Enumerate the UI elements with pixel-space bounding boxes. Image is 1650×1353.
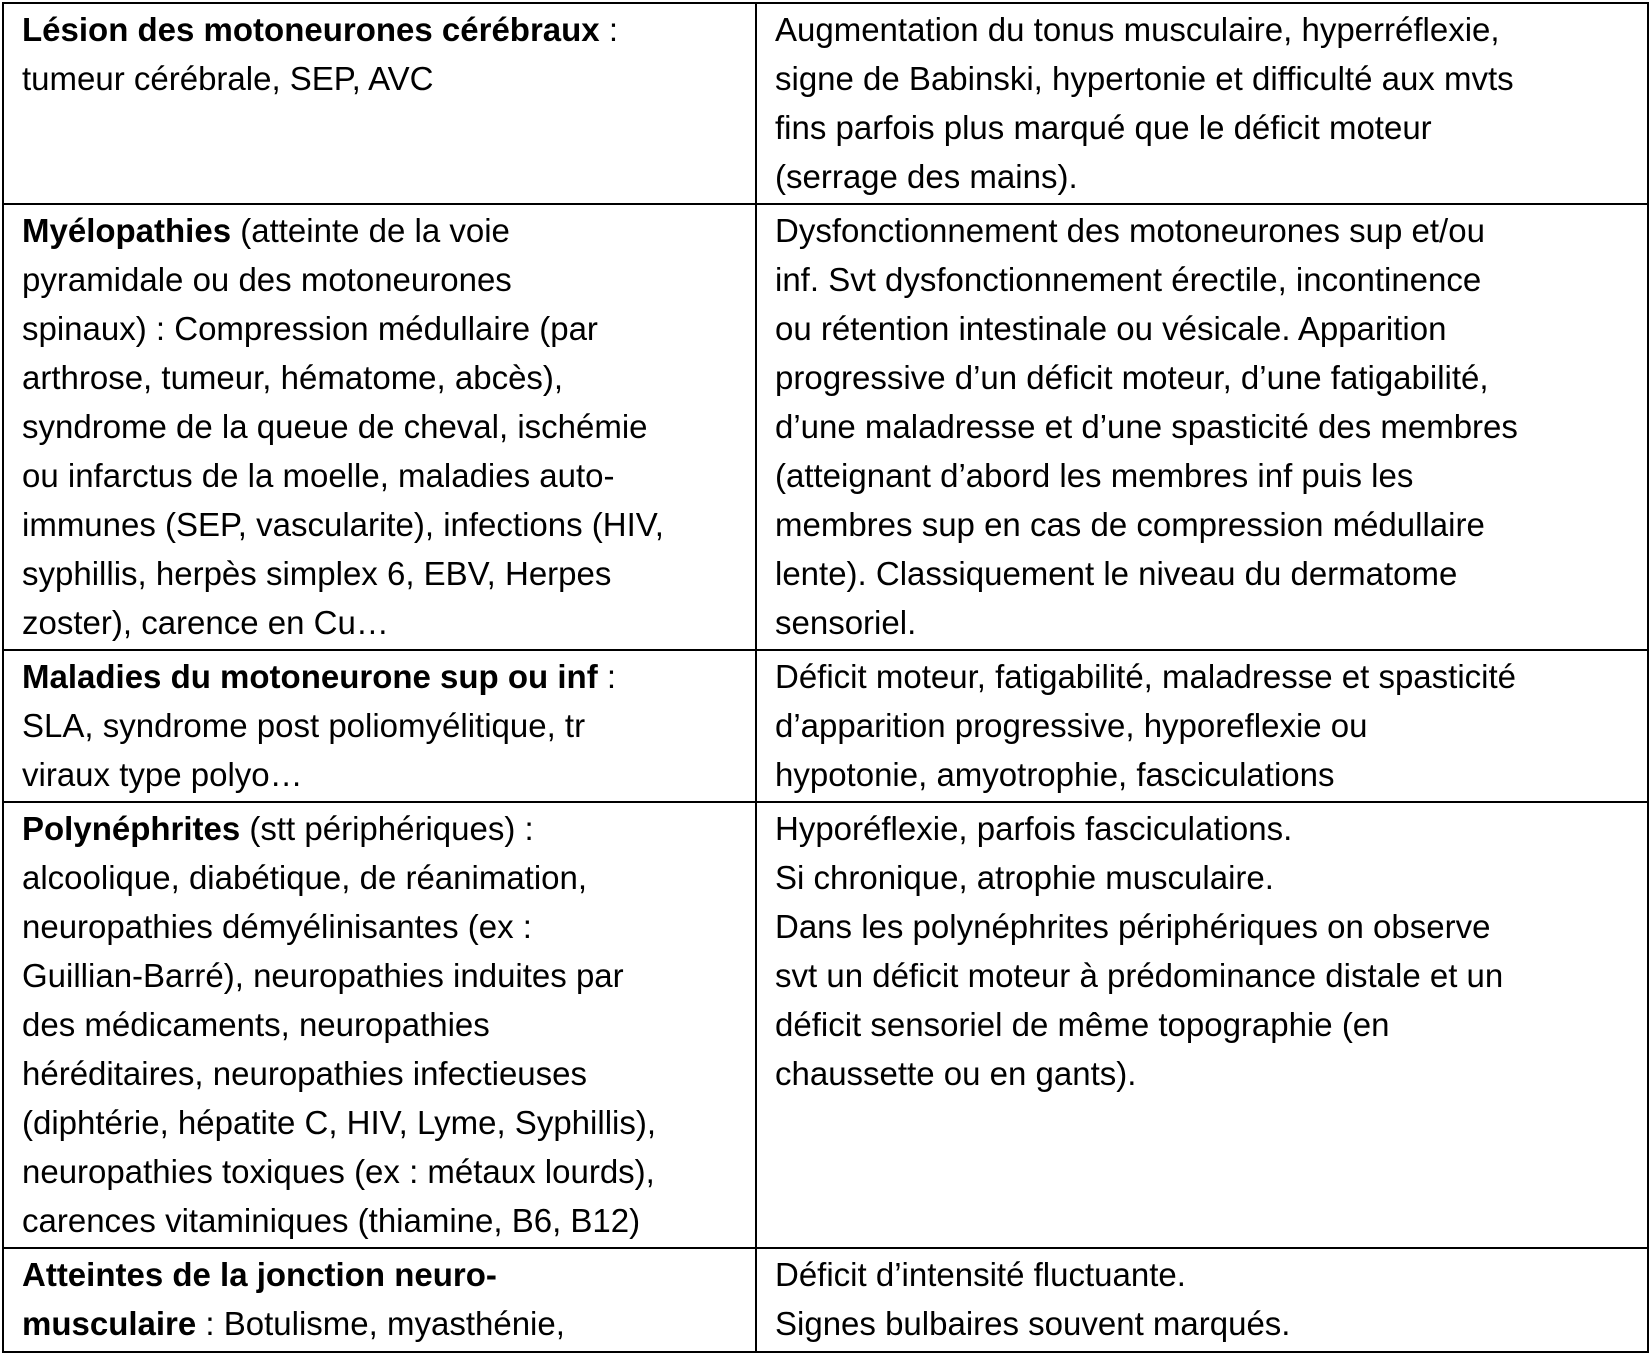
condition-text-line: (diphtérie, hépatite C, HIV, Lyme, Syphillis), (22, 1104, 657, 1141)
condition-text-line: viraux type polyo… (22, 756, 303, 793)
condition-text-line: Guillian-Barré), neuropathies induites par (22, 957, 624, 994)
condition-heading-line (22, 5, 739, 54)
condition-text-line: spinaux) : Compression médullaire (par (22, 310, 598, 347)
signs-text-line: Déficit moteur, fatigabilité, maladresse et spasticité (775, 658, 1517, 695)
table-row (3, 1248, 1648, 1352)
signs-cell (756, 802, 1648, 1248)
signs-text-line: déficit sensoriel de même topographie (en (775, 1006, 1390, 1043)
signs-text-line: d’apparition progressive, hyporeflexie ou (775, 707, 1368, 744)
signs-text-line: Signes bulbaires souvent marqués. (775, 1305, 1291, 1342)
signs-cell (756, 204, 1648, 650)
table-row (3, 3, 1648, 204)
condition-title: Polynéphrites (22, 810, 241, 847)
signs-text-line: Dans les polynéphrites périphériques on observe (775, 908, 1491, 945)
condition-cell (3, 3, 756, 204)
condition-heading-line (22, 206, 739, 255)
condition-text-line: SLA, syndrome post poliomyélitique, tr (22, 707, 586, 744)
table-row (3, 204, 1648, 650)
signs-text-line: hypotonie, amyotrophie, fasciculations (775, 756, 1335, 793)
condition-title-suffix: (stt périphériques) : (240, 810, 534, 847)
condition-text-line: ou infarctus de la moelle, maladies auto- (22, 457, 615, 494)
condition-title-suffix: : (597, 658, 617, 695)
condition-text-line: tumeur cérébrale, SEP, AVC (22, 60, 434, 97)
condition-title: Atteintes de la jonction neuro- (22, 1256, 497, 1293)
condition-title-continued: musculaire (22, 1305, 197, 1342)
condition-text-line: pyramidale ou des motoneurones (22, 261, 512, 298)
condition-heading-line (22, 804, 739, 853)
condition-cell (3, 802, 756, 1248)
pathology-table (2, 2, 1649, 1353)
signs-text-line: Si chronique, atrophie musculaire. (775, 859, 1274, 896)
condition-text-line: des médicaments, neuropathies (22, 1006, 490, 1043)
signs-text-line: inf. Svt dysfonctionnement érectile, incontinence (775, 261, 1482, 298)
signs-text-line: chaussette ou en gants). (775, 1055, 1137, 1092)
condition-text-line: immunes (SEP, vascularite), infections (HIV, (22, 506, 664, 543)
signs-text-line: sensoriel. (775, 604, 917, 641)
signs-text-line: svt un déficit moteur à prédominance distale et un (775, 957, 1504, 994)
signs-text-line: fins parfois plus marqué que le déficit moteur (775, 109, 1432, 146)
condition-text-line: zoster), carence en Cu… (22, 604, 389, 641)
signs-text-line: progressive d’un déficit moteur, d’une fatigabilité, (775, 359, 1489, 396)
signs-text-line: d’une maladresse et d’une spasticité des membres (775, 408, 1518, 445)
condition-cell (3, 1248, 756, 1352)
signs-text-line: Dysfonctionnement des motoneurones sup et/ou (775, 212, 1485, 249)
signs-cell (756, 650, 1648, 802)
condition-text-line: héréditaires, neuropathies infectieuses (22, 1055, 588, 1092)
condition-title: Lésion des motoneurones cérébraux (22, 11, 600, 48)
condition-text-line: syphillis, herpès simplex 6, EBV, Herpes (22, 555, 612, 592)
signs-text-line: (serrage des mains). (775, 158, 1078, 195)
signs-text-line: (atteignant d’abord les membres inf puis les (775, 457, 1414, 494)
condition-cell (3, 650, 756, 802)
condition-heading-line (22, 652, 739, 701)
signs-text-line: signe de Babinski, hypertonie et difficulté aux mvts (775, 60, 1514, 97)
condition-heading-line (22, 1299, 739, 1348)
condition-text-line: arthrose, tumeur, hématome, abcès), (22, 359, 564, 396)
signs-cell (756, 1248, 1648, 1352)
condition-title: Maladies du motoneurone sup ou inf (22, 658, 598, 695)
condition-text-line: syndrome de la queue de cheval, ischémie (22, 408, 648, 445)
signs-text-line: membres sup en cas de compression médullaire (775, 506, 1485, 543)
condition-title-suffix: : (599, 11, 619, 48)
signs-text-line: Déficit d’intensité fluctuante. (775, 1256, 1186, 1293)
table-row (3, 650, 1648, 802)
signs-text-line: ou rétention intestinale ou vésicale. Apparition (775, 310, 1447, 347)
signs-text-line: Augmentation du tonus musculaire, hyperréflexie, (775, 11, 1500, 48)
condition-title-suffix: (atteinte de la voie (231, 212, 510, 249)
signs-text-line: Hyporéflexie, parfois fasciculations. (775, 810, 1293, 847)
condition-text-line: neuropathies démyélinisantes (ex : (22, 908, 532, 945)
condition-cell (3, 204, 756, 650)
table-row (3, 802, 1648, 1248)
condition-text-line: carences vitaminiques (thiamine, B6, B12) (22, 1202, 641, 1239)
condition-text-line: alcoolique, diabétique, de réanimation, (22, 859, 588, 896)
signs-cell (756, 3, 1648, 204)
signs-text-line: lente). Classiquement le niveau du dermatome (775, 555, 1458, 592)
condition-text-line: neuropathies toxiques (ex : métaux lourds), (22, 1153, 655, 1190)
condition-title: Myélopathies (22, 212, 232, 249)
condition-title-suffix: : Botulisme, myasthénie, (196, 1305, 565, 1342)
